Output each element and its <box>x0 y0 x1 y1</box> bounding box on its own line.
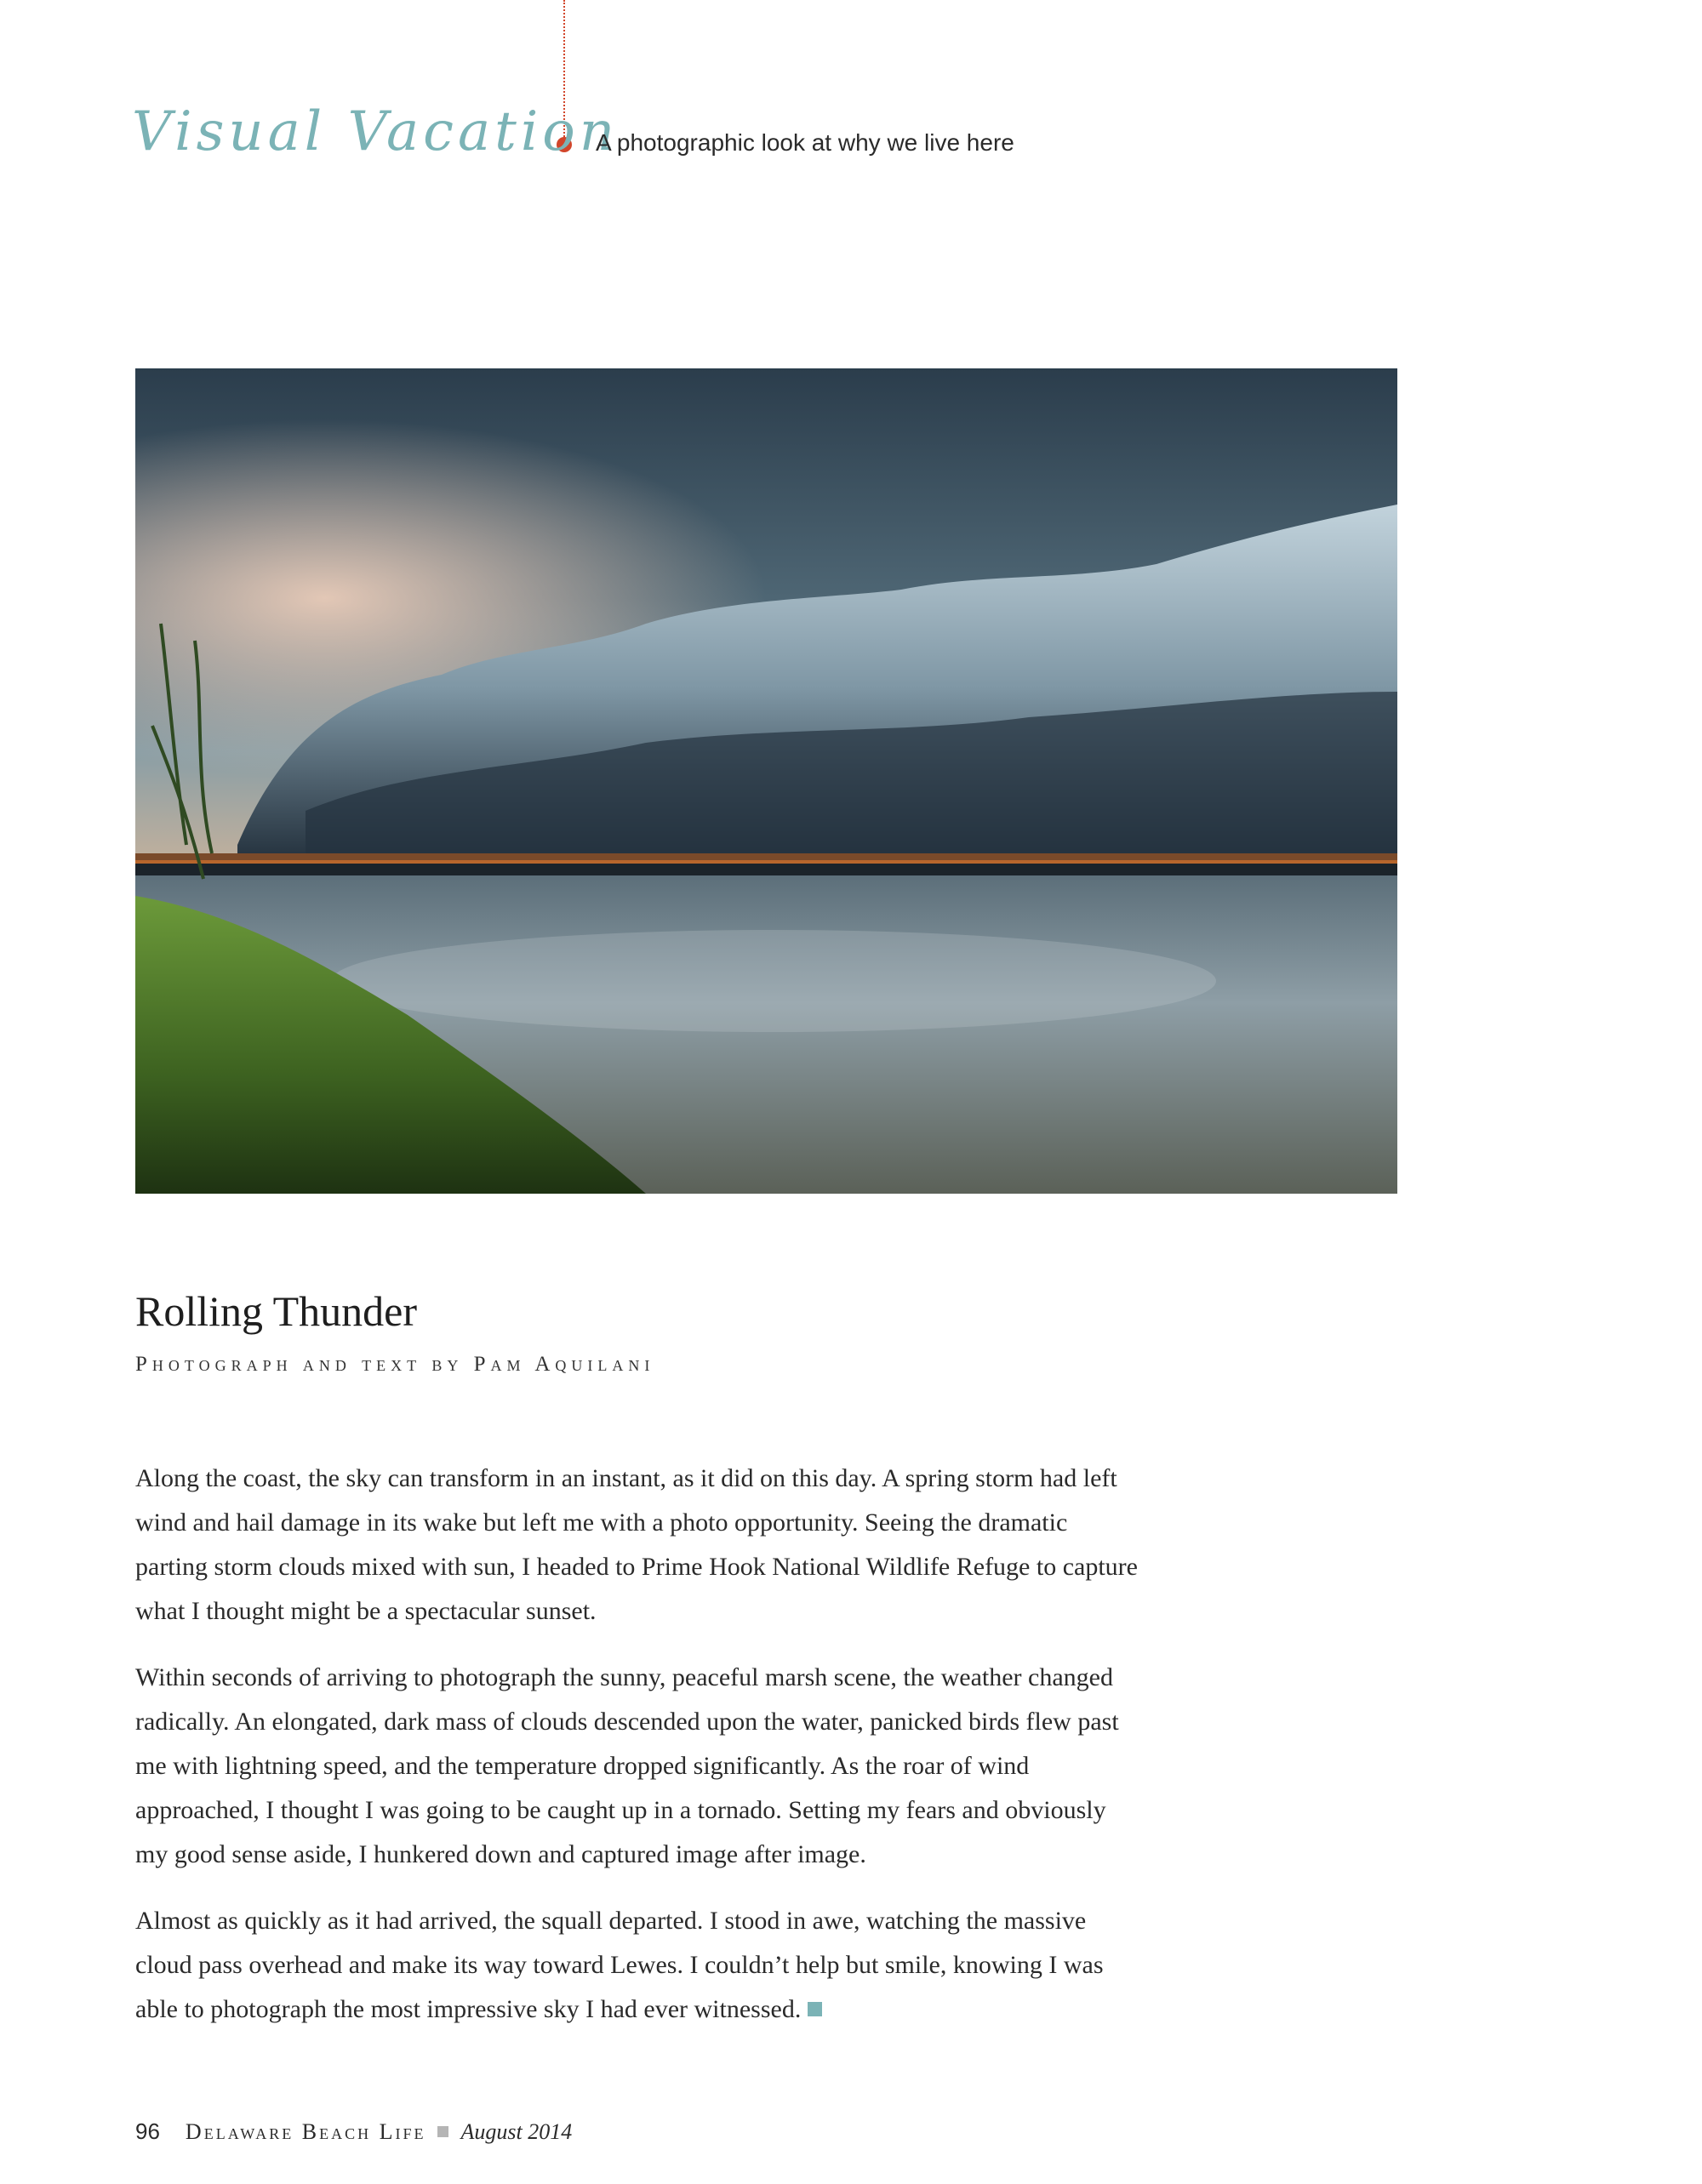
page-number: 96 <box>135 2118 160 2144</box>
section-subtitle: A photographic look at why we live here <box>596 129 1014 156</box>
end-mark-icon <box>808 2002 822 2016</box>
issue-date: August 2014 <box>460 2118 573 2144</box>
article-body <box>135 1457 1139 2054</box>
article-title: Rolling Thunder <box>135 1287 418 1335</box>
body-paragraph: Along the coast, the sky can transform in an instant, as it did on this day. A spring storm had left wind and hail damage in its wake but left me with a photo opportunity. Seeing the dramatic parting storm clouds mixed with sun, I headed to Prime Hook National Wildlife Refuge to capture what I thought might be a spectacular sunset. <box>135 1464 1138 1625</box>
body-paragraph-text: Almost as quickly as it had arrived, the squall departed. I stood in awe, watching the massive cloud pass overhead and make its way toward Lewes. I couldn’t help but smile, knowing I was able to photograph the most impressive sky I had ever witnessed. <box>135 1907 1104 2023</box>
article-byline: Photograph and text by Pam Aquilani <box>135 1353 655 1376</box>
storm-cloud-photo <box>135 368 1397 1194</box>
page-footer <box>135 2118 572 2145</box>
body-paragraph: Within seconds of arriving to photograph the sunny, peaceful marsh scene, the weather changed radically. An elongated, dark mass of clouds descended upon the water, panicked birds flew past me with lightning speed, and the temperature dropped significantly. As the roar of wind approached, I thought I was going to be caught up in a tornado. Setting my fears and obviously my good sense aside, I hunkered down and captured image after image. <box>135 1663 1119 1868</box>
storm-cloud-marsh-photo-icon <box>135 368 1397 1194</box>
body-paragraph <box>135 1899 1139 2032</box>
section-title: Visual Vacation <box>132 100 620 163</box>
footer-separator-icon <box>437 2126 448 2137</box>
magazine-name: Delaware Beach Life <box>185 2118 426 2144</box>
